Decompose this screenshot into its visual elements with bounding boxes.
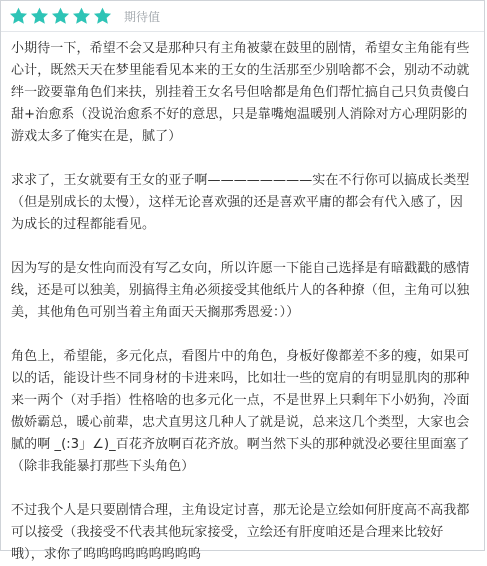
star-icon xyxy=(51,7,70,25)
review-paragraph: 因为写的是女性向而没有写乙女向，所以许愿一下能自己选择是有暗戳戳的感情线，还是可以独美，别搞得主角必须接受其他纸片人的各种撩（但，主角可以独美，其他角色可别当着主角面天天搁那秀恩爱：）） xyxy=(11,261,470,320)
review-body xyxy=(1,32,484,566)
star-icon xyxy=(30,7,49,25)
review-paragraph: 求求了，王女就要有王女的亚子啊————————实在不行你可以搞成长类型（但是别成长的太慢），这样无论喜欢强的还是喜欢平庸的都会有代入感了，因为成长的过程都能看见。 xyxy=(11,173,470,232)
star-icon xyxy=(72,7,91,25)
star-icon xyxy=(93,7,112,25)
review-paragraph: 角色上，希望能，多元化点，看图片中的角色，身板好像都差不多的瘦，如果可以的话，能设计些不同身材的卡进来吗，比如壮一些的宽肩的有明显肌肉的那种来一两个（对手指）性格啥的也多元化一点，不是世界上只剩年下小奶狗，冷面傲娇霸总，暖心前辈，忠犬直男这几种人了就是说，总来这几个类型，大家也会腻的啊 _(:3」∠)_百花齐放啊百花齐放。啊当然下头的那种就没必要往里面塞了（除非我能暴打那些下头角色） xyxy=(11,349,470,474)
star-rating xyxy=(9,7,112,25)
review-paragraph: 小期待一下，希望不会又是那种只有主角被蒙在鼓里的剧情，希望女主角能有些心计，既然天天在梦里能看见本来的王女的生活那至少别啥都不会，别动不动就绊一跤要靠角色们来扶，别挂着王女名号但啥都是角色们帮忙搞自己只负责傻白甜+治愈系（没说治愈系不好的意思，只是靠嘴炮温暖别人消除对方心理阴影的游戏太多了俺实在是，腻了） xyxy=(11,41,470,144)
rating-label: 期待值 xyxy=(124,9,161,24)
review-header xyxy=(1,1,484,31)
review-paragraph: 不过我个人是只要剧情合理，主角设定讨喜，那无论是立绘如何肝度高不高我都可以接受（我接受不代表其他玩家接受，立绘还有肝度咱还是合理来比较好哦），求你了呜呜呜呜呜呜呜呜呜 xyxy=(11,503,470,562)
star-icon xyxy=(9,7,28,25)
